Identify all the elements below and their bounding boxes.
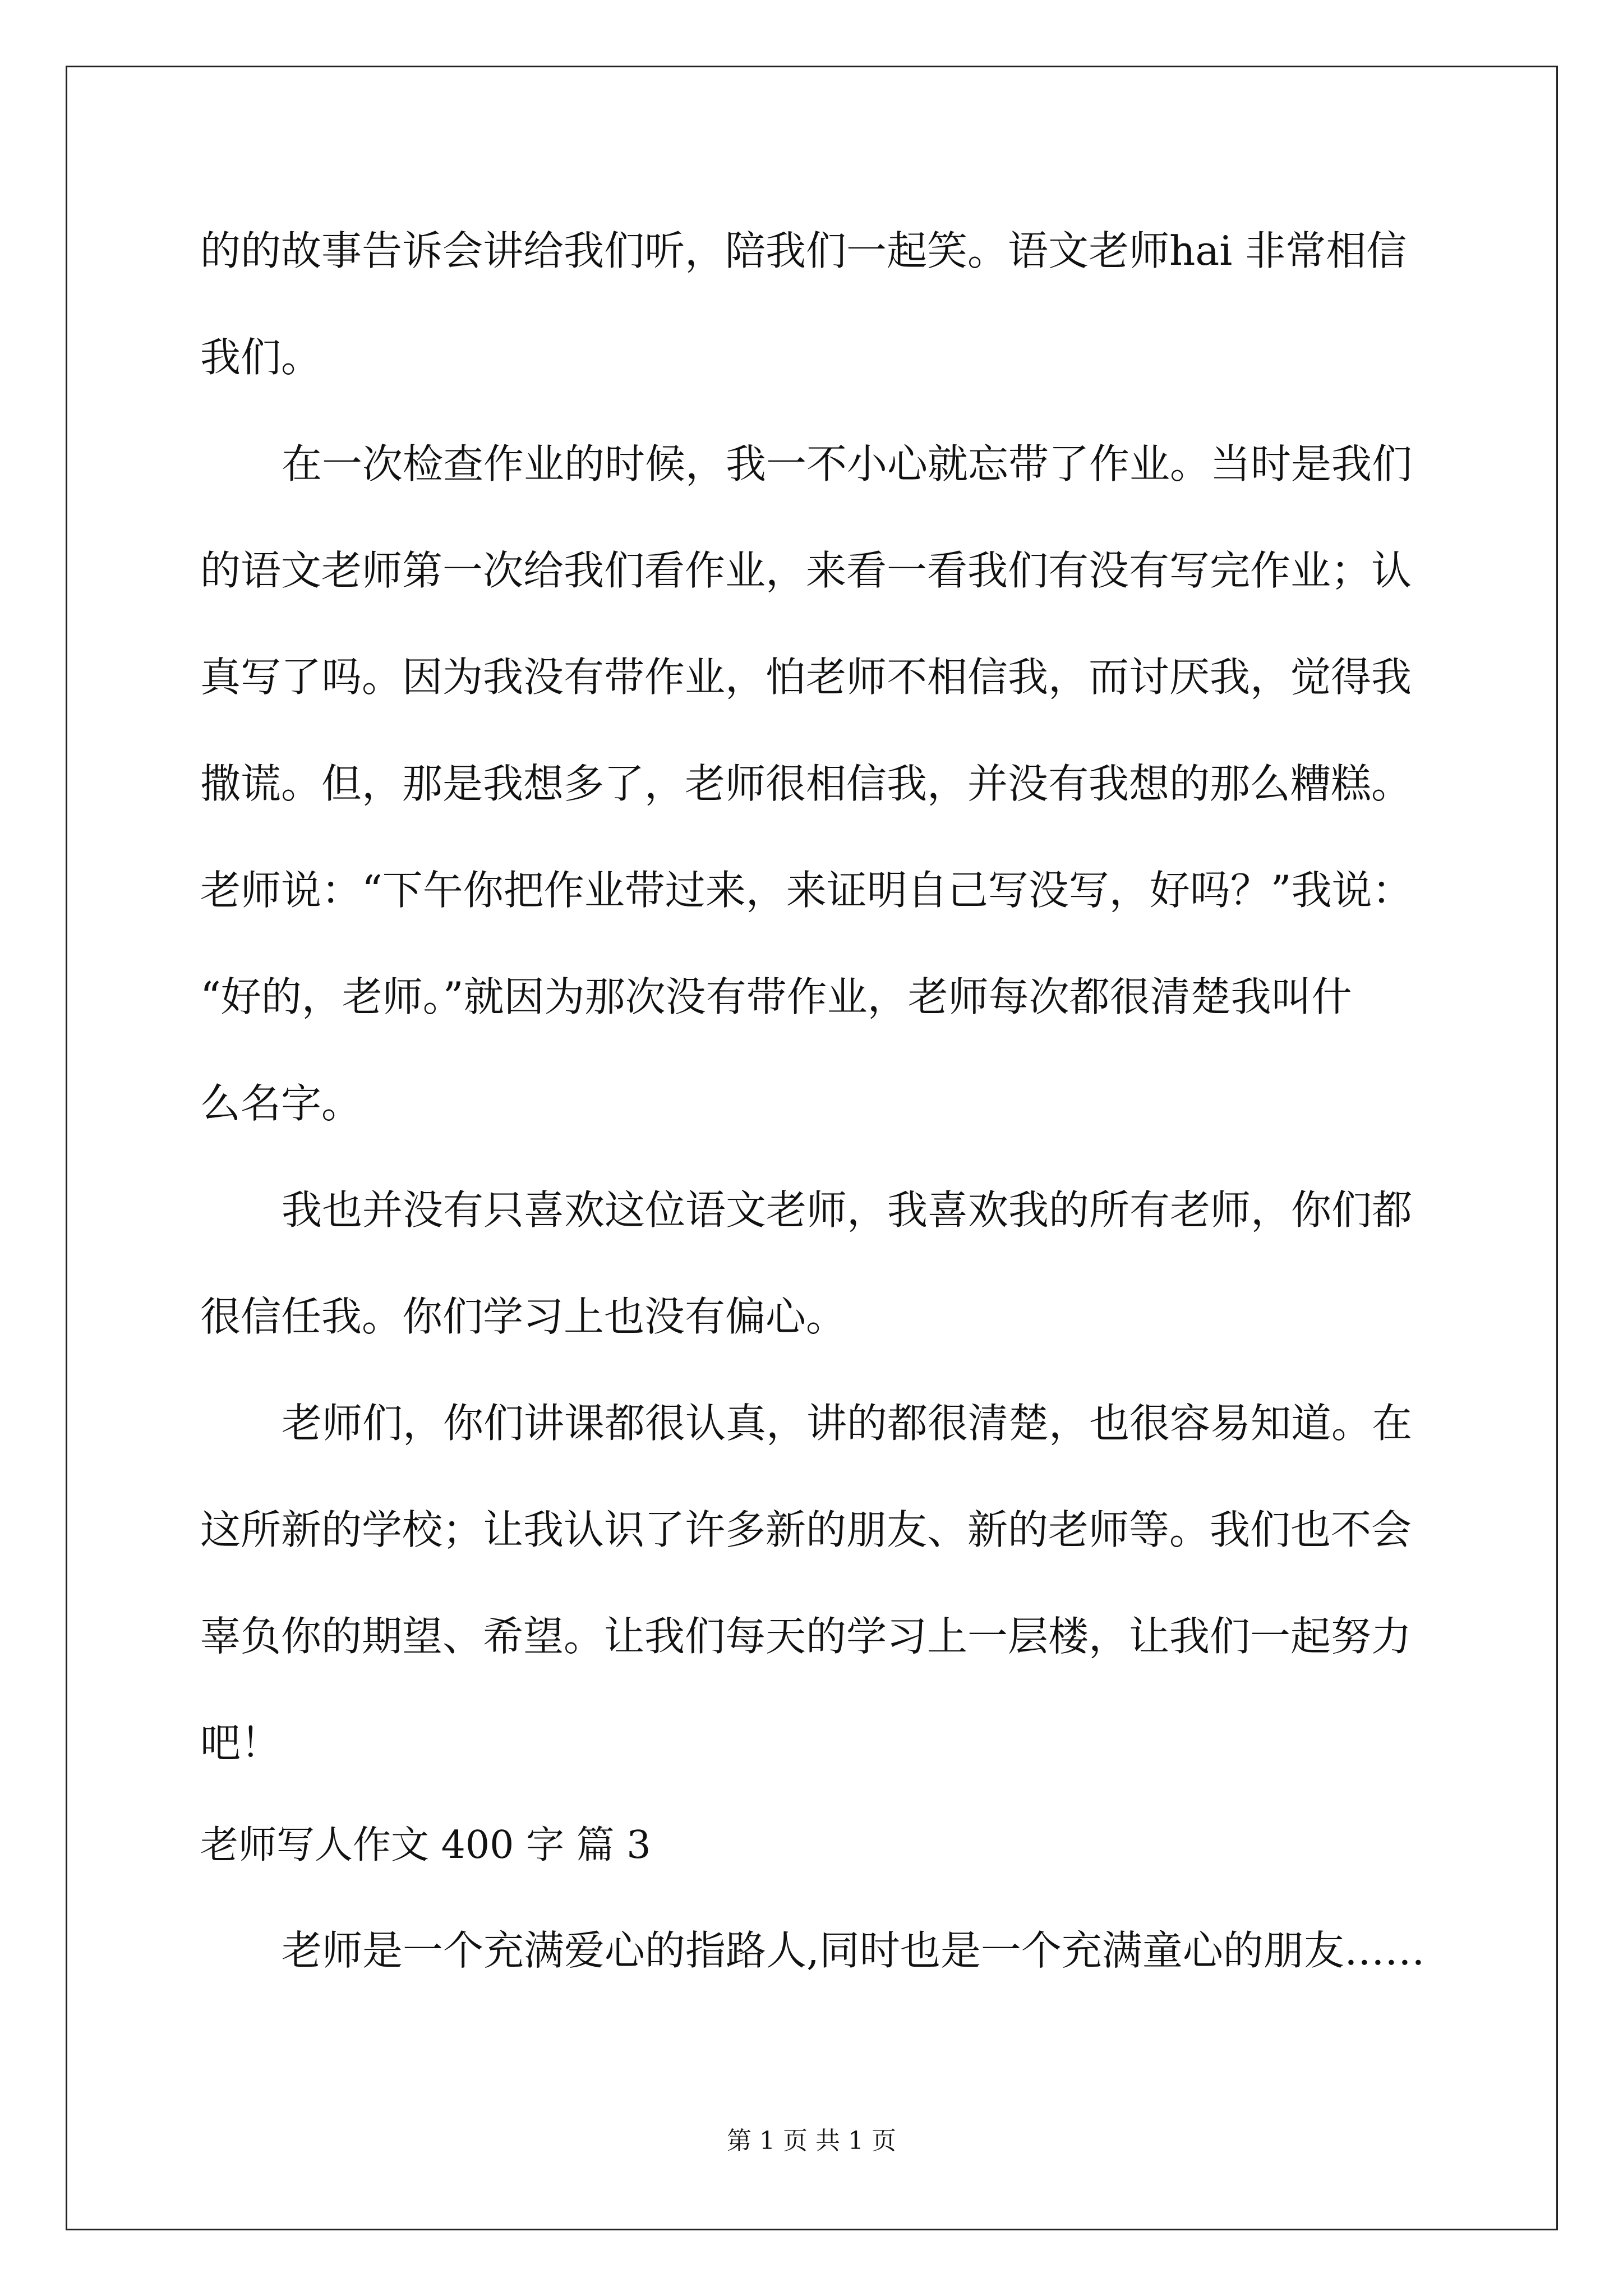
text-line: 我也并没有只喜欢这位语文老师，我喜欢我的所有老师，你们都 [282, 1186, 1413, 1234]
text-line: 的语文老师第一次给我们看作业，来看一看我们有没有写完作业；认 [200, 547, 1412, 594]
text-line: 老师们，你们讲课都很认真，讲的都很清楚，也很容易知道。在 [282, 1400, 1413, 1447]
text-line: 么名字。 [200, 1080, 362, 1127]
text-line: 老师是一个充满爱心的指路人,同时也是一个充满童心的朋友…… [282, 1927, 1425, 1974]
text-line: 很信任我。你们学习上也没有偏心。 [200, 1293, 847, 1340]
text-line: 辜负你的期望、希望。让我们每天的学习上一层楼，让我们一起努力 [200, 1613, 1412, 1660]
text-line: 在一次检查作业的时候，我一不小心就忘带了作业。当时是我们 [282, 440, 1413, 487]
text-line: 撒谎。但，那是我想多了，老师很相信我，并没有我想的那么糟糕。 [200, 760, 1412, 807]
text-line: 这所新的学校；让我认识了许多新的朋友、新的老师等。我们也不会 [200, 1506, 1412, 1553]
page-border [66, 66, 1558, 2230]
page-footer: 第 1 页 共 1 页 [727, 2127, 896, 2155]
text-line: 老师说：“下午你把作业带过来，来证明自己写没写，好吗？”我说： [200, 867, 1413, 914]
text-line: 我们。 [200, 334, 322, 381]
text-line: 的的故事告诉会讲给我们听，陪我们一起笑。语文老师hai 非常相信 [200, 227, 1407, 274]
text-line: 吧！ [200, 1719, 282, 1766]
section-heading: 老师写人作文 400 字 篇 3 [200, 1823, 651, 1867]
text-line: “好的，老师。”就因为那次没有带作业，老师每次都很清楚我叫什 [200, 973, 1352, 1020]
text-line: 真写了吗。因为我没有带作业，怕老师不相信我，而讨厌我，觉得我 [200, 654, 1412, 701]
